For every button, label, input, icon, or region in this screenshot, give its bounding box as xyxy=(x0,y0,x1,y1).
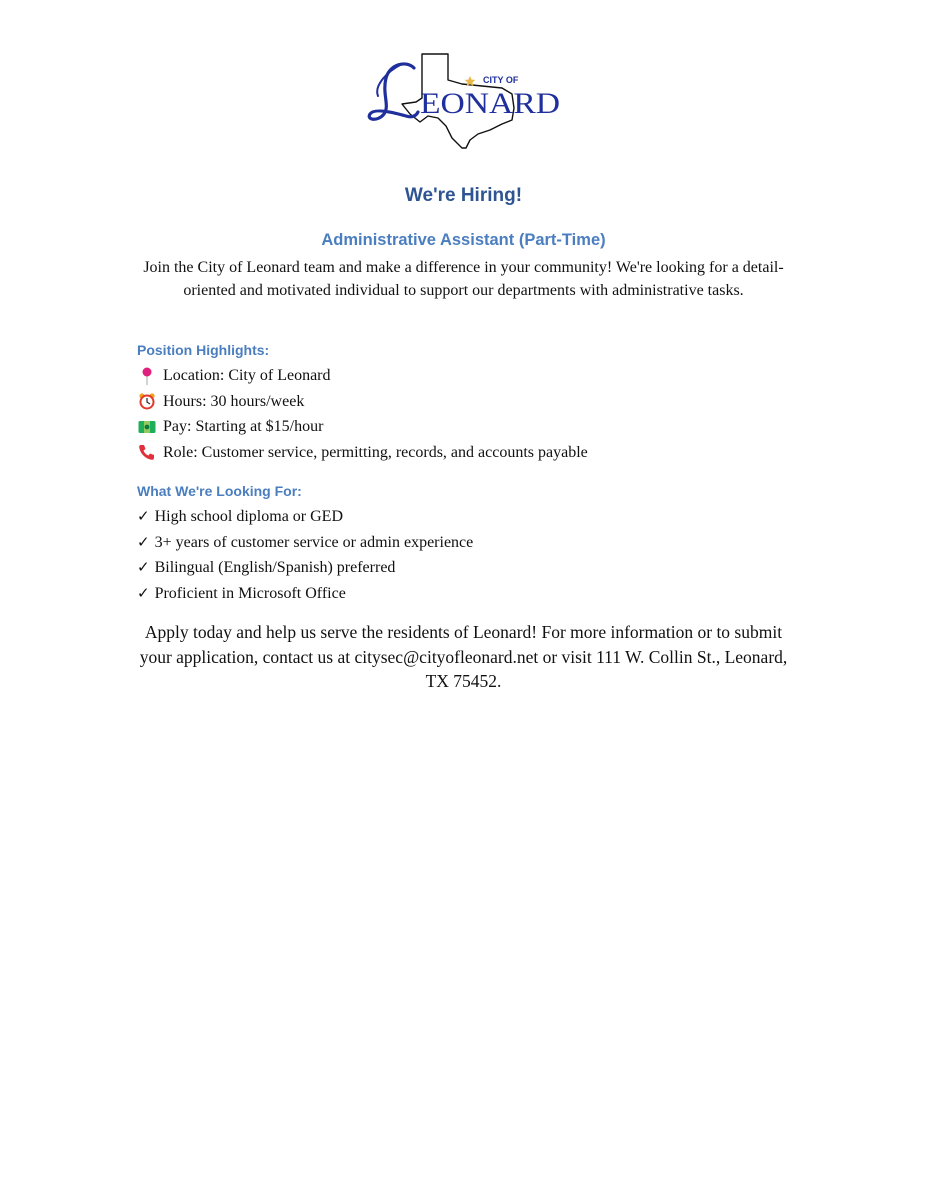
requirement-item: ✓ 3+ years of customer service or admin experience xyxy=(137,530,473,556)
job-title: Administrative Assistant (Part-Time) xyxy=(321,231,606,249)
check-icon: ✓ xyxy=(137,532,150,551)
requirement-item: ✓ High school diploma or GED xyxy=(137,504,473,530)
logo-city-of: CITY OF xyxy=(483,75,519,85)
logo-leonard: EONARD xyxy=(420,87,560,120)
highlights-title: Position Highlights: xyxy=(137,342,270,358)
phone-icon xyxy=(137,442,157,462)
requirement-item: ✓ Proficient in Microsoft Office xyxy=(137,581,473,607)
city-of-leonard-logo xyxy=(362,50,567,152)
highlights-list xyxy=(137,363,588,465)
money-icon xyxy=(137,417,157,437)
requirements-list xyxy=(137,504,473,606)
highlight-item: Pay: Starting at $15/hour xyxy=(137,414,588,440)
intro-paragraph: Join the City of Leonard team and make a difference in your community! We're looking for a detail-oriented and motivated individual to support our departments with administrative tasks. xyxy=(143,259,784,299)
requirement-item: ✓ Bilingual (English/Spanish) preferred xyxy=(137,555,473,581)
pushpin-icon xyxy=(137,366,157,386)
closing-paragraph: Apply today and help us serve the residents of Leonard! For more information or to submit your application, contact us at citysec@cityofleonard.net or visit 111 W. Collin St., Leonard, TX 75452. xyxy=(139,622,788,691)
logo-image xyxy=(362,50,567,152)
check-icon: ✓ xyxy=(137,507,150,525)
highlight-item: Location: City of Leonard xyxy=(137,363,588,389)
check-icon: ✓ xyxy=(137,558,150,576)
check-icon: ✓ xyxy=(137,583,150,602)
page-title: We're Hiring! xyxy=(404,185,523,206)
highlight-item: Role: Customer service, permitting, records, and accounts payable xyxy=(137,440,588,466)
requirements-title: What We're Looking For: xyxy=(137,483,302,499)
highlight-item: Hours: 30 hours/week xyxy=(137,389,588,415)
alarm-clock-icon xyxy=(137,391,157,411)
